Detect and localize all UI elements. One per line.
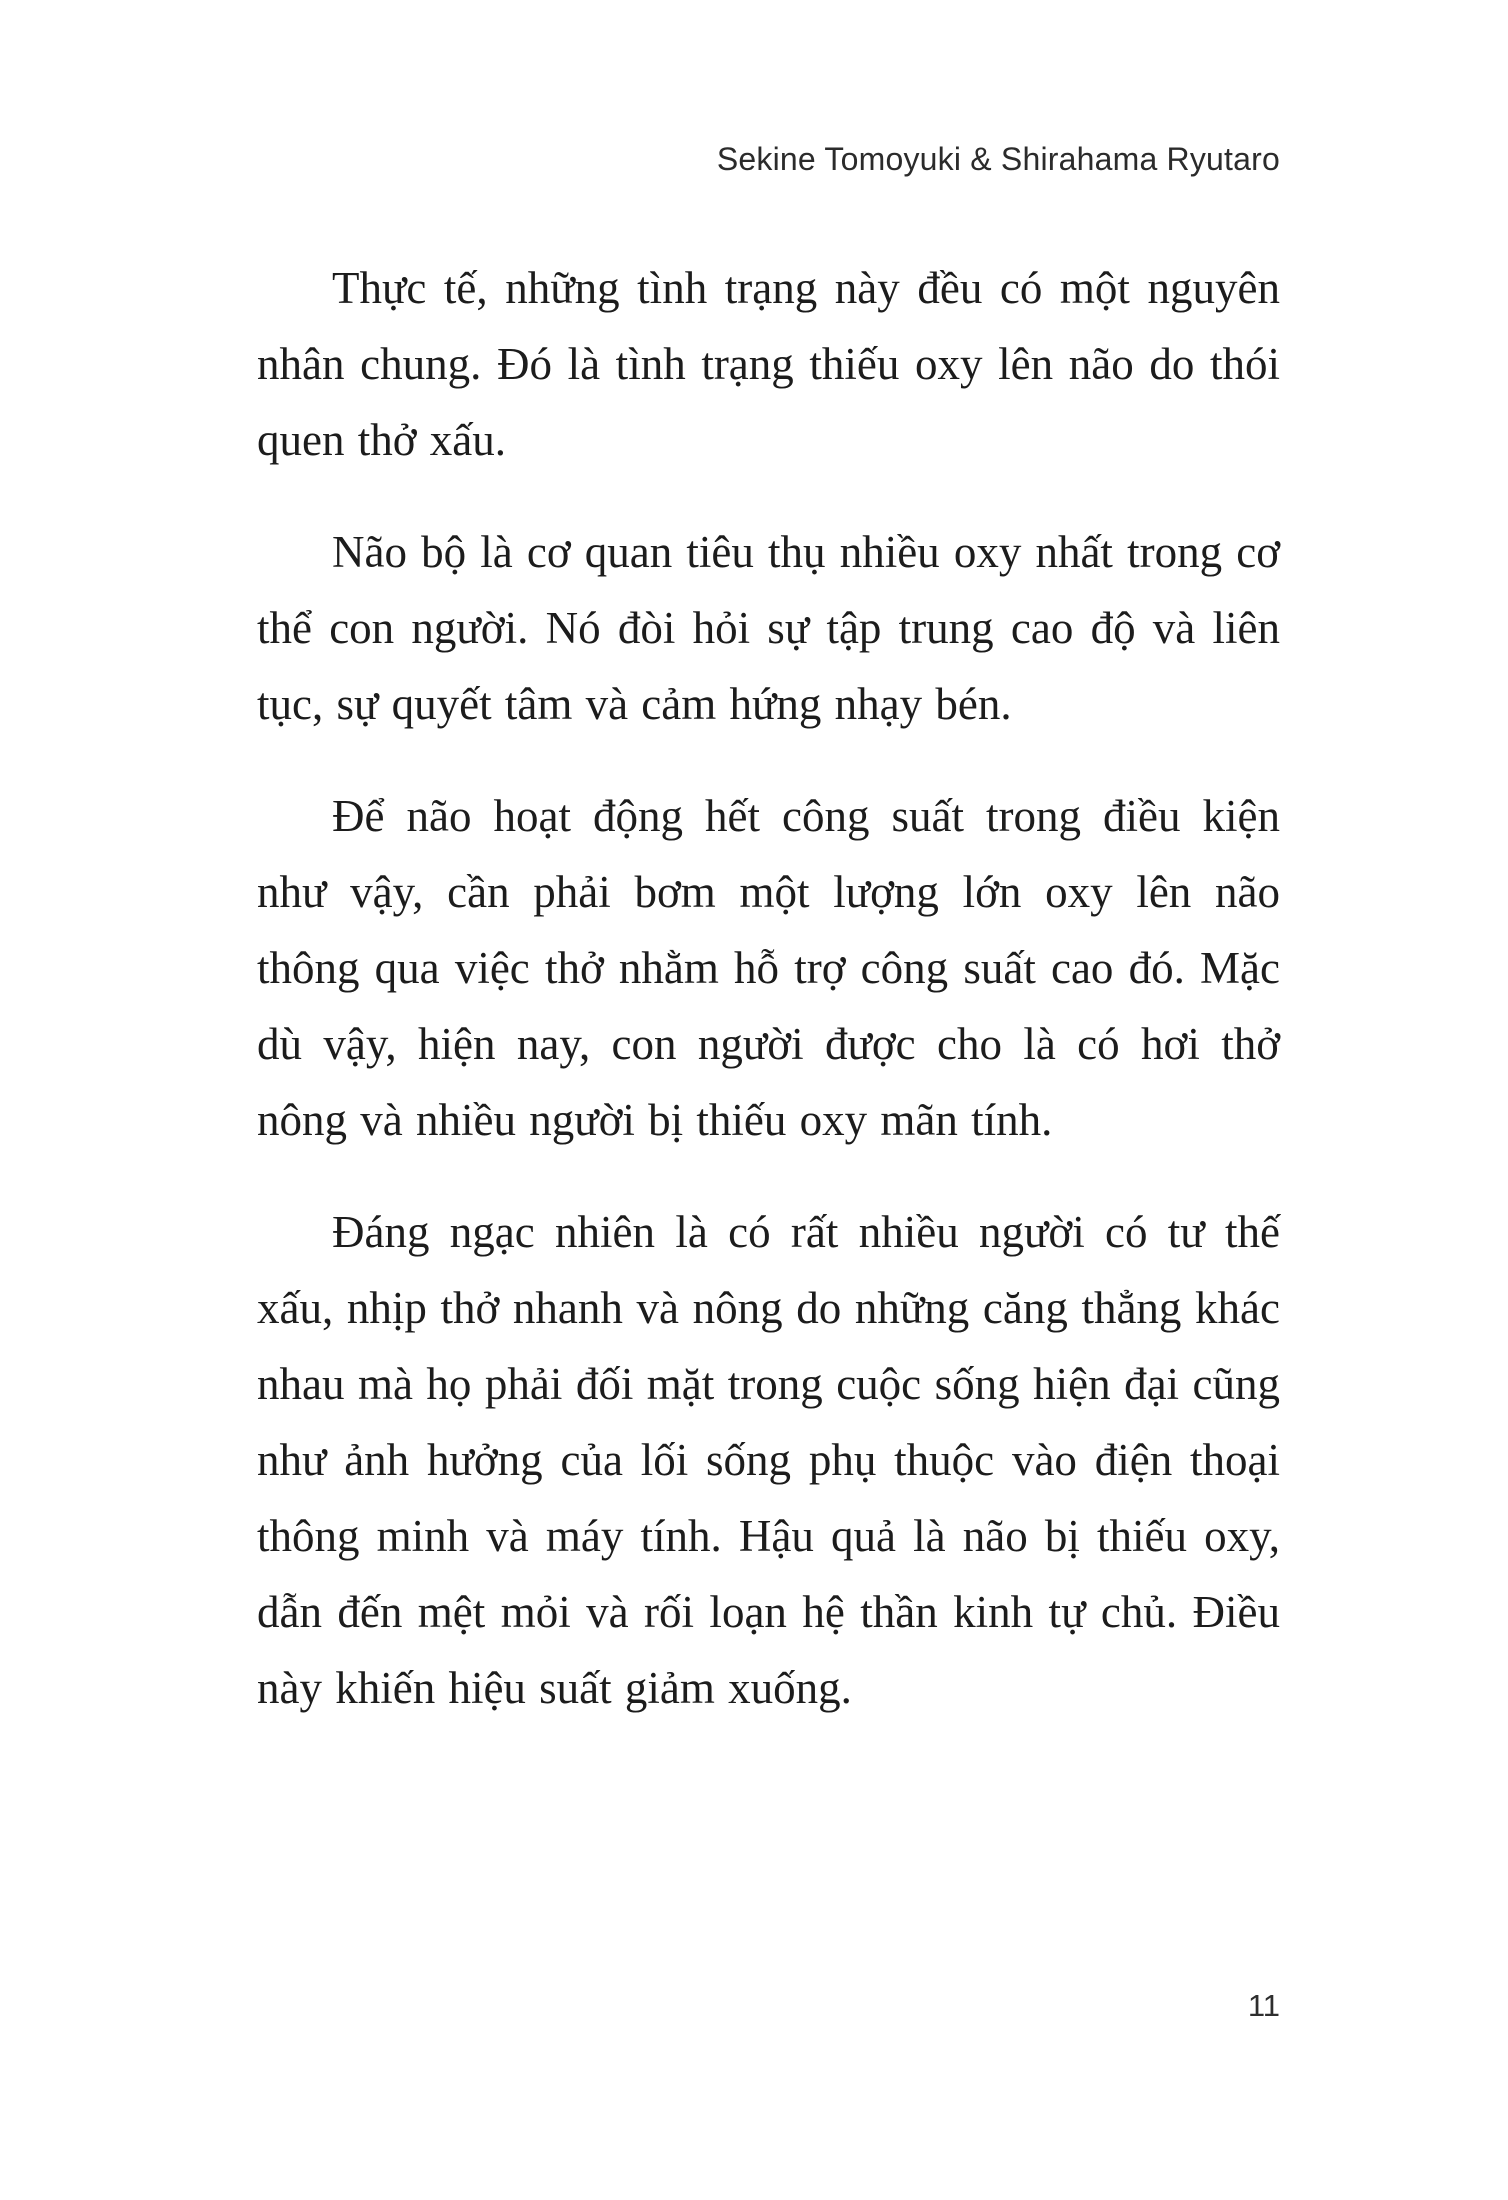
page-number: 11 — [1247, 1988, 1280, 2023]
running-header: Sekine Tomoyuki & Shirahama Ryutaro — [716, 141, 1280, 177]
paragraph-1: Thực tế, những tình trạng này đều có một nguyên nhân chung. Đó là tình trạng thiếu oxy lên não do thói quen thở xấu. — [257, 263, 1280, 465]
paragraph-2: Não bộ là cơ quan tiêu thụ nhiều oxy nhất trong cơ thể con người. Nó đòi hỏi sự tập trung cao độ và liên tục, sự quyết tâm và cảm hứng nhạy bén. — [257, 527, 1280, 729]
paragraph-4: Đáng ngạc nhiên là có rất nhiều người có tư thế xấu, nhịp thở nhanh và nông do những căng thẳng khác nhau mà họ phải đối mặt trong cuộc sống hiện đại cũng như ảnh hưởng của lối sống phụ thuộc vào điện thoại thông minh và máy tính. Hậu quả là não bị thiếu oxy, dẫn đến mệt mỏi và rối loạn hệ thần kinh tự chủ. Điều này khiến hiệu suất giảm xuống. — [257, 1207, 1280, 1713]
body-text — [257, 250, 1280, 1726]
paragraph-3: Để não hoạt động hết công suất trong điều kiện như vậy, cần phải bơm một lượng lớn oxy lên não thông qua việc thở nhằm hỗ trợ công suất cao đó. Mặc dù vậy, hiện nay, con người được cho là có hơi thở nông và nhiều người bị thiếu oxy mãn tính. — [257, 791, 1280, 1145]
